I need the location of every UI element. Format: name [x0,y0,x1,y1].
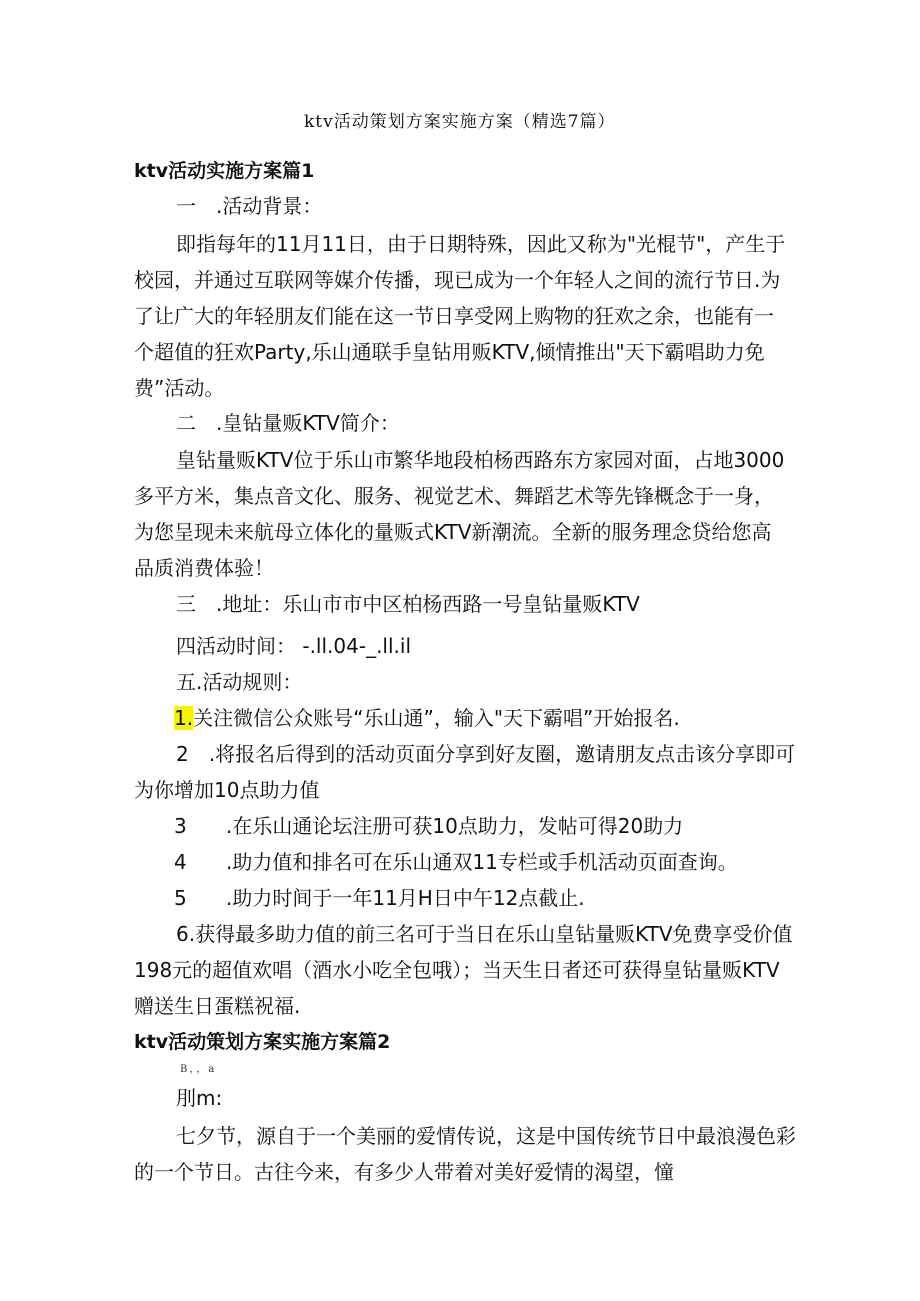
section2-paragraph-line: 七夕节，源自于一个美丽的爱情传说，这是中国传统节日中最浪漫色彩 [176,1124,796,1148]
highlighted-number: 1. [174,706,194,730]
rule-2-line: 2 .将报名后得到的活动页面分享到好友圈，邀请朋友点击该分享即可 [176,742,796,766]
rule-6-line: 6.获得最多助力值的前三名可于当日在乐山皇钻量贩KTV免费享受价值 [176,922,793,946]
section2-paragraph-line: 的一个节日。古往今来，有多少人带着对美好爱情的渴望，憧 [134,1160,674,1184]
rule-4-number: 4 [174,850,187,874]
ktv-intro-line: 为您呈现未来航母立体化的量贩式KTV新潮流。全新的服务理念贷给您高 [134,520,772,544]
background-paragraph-line: 个超值的狂欢Party,乐山通联手皇钻用贩KTV,倾情推出"天下霸唱助力免 [134,340,765,364]
rule-3-number: 3 [174,814,187,838]
background-paragraph-line: 校园，并通过互联网等媒介传播，现已成为一个年轻人之间的流行节日.为 [134,268,781,292]
rule-1-text: 关注微信公众账号“乐山通”，输入"天下霸唱”开始报名. [193,706,680,730]
ktv-intro-line: 多平方米，集点音文化、服务、视觉艺术、舞蹈艺术等先锋概念于一身， [134,484,774,508]
rules-heading: 五.活动规则： [176,670,303,694]
rule-5-number: 5 [174,886,187,910]
background-heading: 一 .活动背景： [176,194,323,218]
rule-5-text: .助力时间于一年11月H日中午12点截止. [226,886,585,910]
ktv-intro-line: 品质消费体验！ [134,556,274,580]
background-paragraph-line: 了让广大的年轻朋友们能在这一节日享受网上购物的狂欢之余，也能有一 [134,304,774,328]
rule-1 [174,704,680,732]
event-time-line: 四活动时间： -.ll.04-_.ll.il [176,634,412,658]
rule-6-line: 赠送生日蛋糕祝福. [134,994,301,1018]
section2-heading: ktv活动策划方案实施方案篇2 [134,1031,391,1053]
rule-2-line: 为你增加10点助力值 [134,778,320,802]
small-note: B，，a [180,1064,217,1075]
document-title: ktv活动策划方案实施方案（精选7篇） [304,112,616,132]
rule-6-line: 198元的超值欢唱（酒水小吃全包哦）；当天生日者还可获得皇钻量贩KTV [134,958,780,982]
address-line: 三 .地址：乐山市市中区柏杨西路一号皇钻量贩KTV [176,592,640,616]
background-paragraph-line: 费”活动。 [134,376,225,400]
ktv-intro-heading: 二 .皇钻量贩KTV简介： [176,411,400,435]
ktv-intro-line: 皇钻量贩KTV位于乐山市繁华地段柏杨西路东方家园对面，占地3000 [176,448,785,472]
section1-heading: ktv活动实施方案篇1 [134,160,315,182]
background-paragraph-line: 即指每年的11月11日，由于日期特殊，因此又称为"光棍节"，产生于 [176,232,786,256]
rule-3-text: .在乐山通论坛注册可获10点助力，发帖可得20助力 [226,814,684,838]
section2-label: 刖m: [176,1086,223,1110]
rule-4-text: .助力值和排名可在乐山通双11专栏或手机活动页面查询。 [226,850,738,874]
